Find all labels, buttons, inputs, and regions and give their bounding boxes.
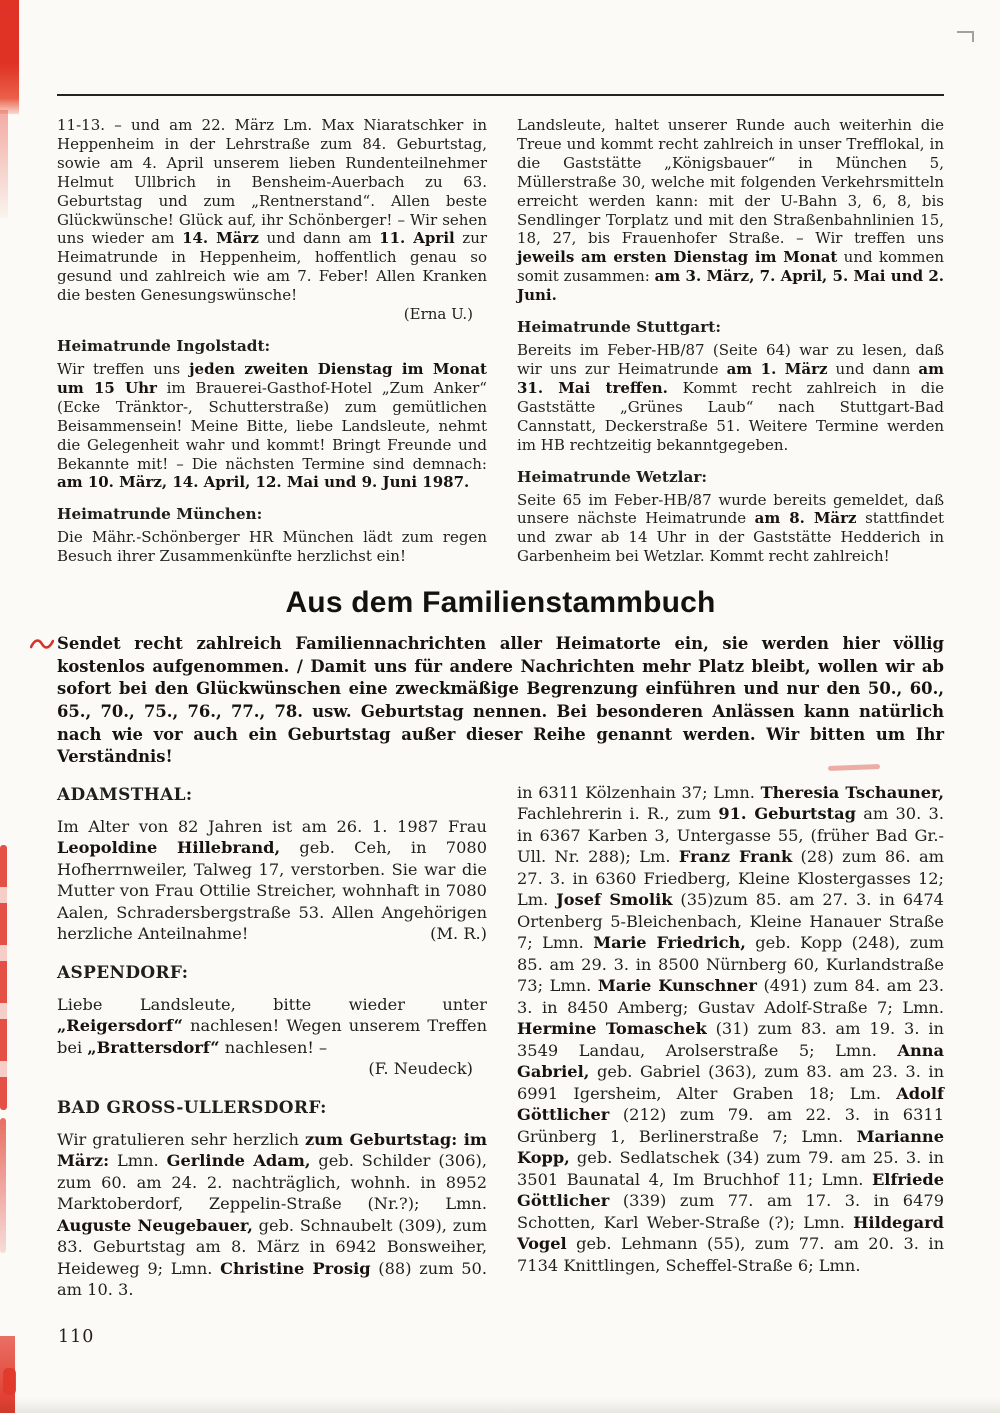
section-heading: Heimatrunde Stuttgart:: [517, 318, 721, 337]
paragraph: Bereits im Feber-HB/87 (Seite 64) war zu lesen, daß wir uns zur Heimatrunde am 1. März und dann am 31. Mai treffen. Kommt recht zahlreich in die Gaststätte „Grünes Laub“ nach Stuttgart-Bad Cannstatt, Deckerstraße 51. Weitere Termine werden im HB rechtzeitig bekanntgegeben.: [517, 341, 945, 454]
section-heading: Heimatrunde Ingolstadt:: [57, 336, 271, 355]
signature: (F. Neudeck): [368, 1059, 473, 1079]
signature: (Erna U.): [403, 305, 473, 324]
red-scan-mark-top-left: [0, 0, 19, 114]
page-content: [57, 0, 944, 1347]
red-smudge-mark: [828, 764, 880, 771]
paragraph: 11-13. – und am 22. März Lm. Max Niaratschker in Heppenheim in der Lehrstraße zum 84. Geburtstag, sowie am 4. April unserem lieben Rundenteilnehmer Helmut Ullbrich in Bensheim-Auerbach zu 63. Geburtstag und zum „Rentnerstand“. Allen beste Glückwünsche! Glück auf, ihr Schönberger! – Wir sehen uns wieder am 14. März und dann am 11. April zur Heimatrunde in Heppenheim, hoffentlich genau so gesund und zahlreich wie am 7. Feber! Allen Kranken die besten Genesungswünsche!: [57, 116, 488, 305]
signature: (M. R.): [430, 924, 487, 944]
paragraph: Im Alter von 82 Jahren ist am 26. 1. 1987 Frau Leopoldine Hillebrand, geb. Ceh, in 7080 Hofherrnweiler, Talweg 17, verstorben. Sie war die Mutter von Frau Ottilie Streicher, wohnhaft in 7080 Aalen, Schradersbergstraße 53. Allen Angehörigen herzliche Anteilnahme! (M. R.): [57, 816, 487, 944]
intro-text: Sendet recht zahlreich Familiennachrichten aller Heimatorte ein, sie werden hier völlig kostenlos aufgenommen. / Damit uns für andere Nachrichten mehr Platz bleibt, wollen wir ab sofort bei den Glückwünschen eine zweckmäßige Begrenzung einführen und nur den 50., 60., 65., 70., 75., 76., 77., 78. usw. Geburtstag nennen. Bei besonderen Anlässen kann natürlich nach wie vor auch ein Geburtstag außer dieser Reihe genannt werden. Wir bitten um Ihr Verständnis!: [57, 634, 944, 767]
paragraph: Wir treffen uns jeden zweiten Dienstag im Monat um 15 Uhr im Brauerei-Gasthof-Hotel „Zum Anker“ (Ecke Tränktor-, Schutterstraße) zum gemütlichen Beisammensein! Meine Bitte, liebe Landsleute, nehmt die Gelegenheit wahr und kommt! Bringt Freunde und Bekannte mit! – Die nächsten Termine sind demnach: am 10. März, 14. April, 12. Mai und 9. Juni 1987.: [57, 359, 487, 492]
section-heading: ASPENDORF:: [57, 961, 189, 982]
section-headline: Aus dem Familienstammbuch: [285, 586, 716, 620]
page-number: 110: [58, 1326, 95, 1347]
section-heading: Heimatrunde Wetzlar:: [517, 467, 708, 486]
section-heading: Heimatrunde München:: [57, 505, 263, 524]
paragraph: Landsleute, haltet unserer Runde auch weiterhin die Treue und kommt recht zahlreich in unser Trefflokal, in die Gaststätte „Königsbauer“ in München 5, Müllerstraße 30, welche mit folgenden Verkehrsmitteln erreicht werden kann: mit der U-Bahn 3, 6, 8, bis Sendlinger Torplatz und mit den Straßenbahnlinien 15, 18, 27, bis Frauenhofer Straße. – Wir treffen uns jeweils am ersten Dienstag im Monat und kommen somit zusammen: am 3. März, 7. April, 5. Mai und 2. Juni.: [517, 116, 944, 305]
page-edge-shadow: [0, 1398, 1000, 1413]
red-scan-streak-left-lower: [0, 1118, 6, 1253]
red-pen-squiggle-icon: [30, 636, 54, 651]
paragraph: in 6311 Kölzenhain 37; Lmn. Theresia Tschauner, Fachlehrerin i. R., zum 91. Geburtstag am 30. 3. in 6367 Karben 3, Untergasse 55, (früher Bad Gr.-Ull. Nr. 288); Lm. Franz Frank (28) zum 86. am 27. 3. in 6360 Friedberg, Kleine Klostergasses 12; Lm. Josef Smolik (35)zum 85. am 27. 3. in 6474 Ortenberg 5-Bleichenbach, Kleine Hanauer Straße 7; Lmn. Marie Friedrich, geb. Kopp (248), zum 85. am 29. 3. in 8500 Nürnberg 60, Kurlandstraße 73; Lmn. Marie Kunschner (491) zum 84. am 23. 3. in 8450 Amberg; Gustav Adolf-Straße 7; Lmn. Hermine Tomaschek (31) zum 83. am 19. 3. in 3549 Landau, Arolserstraße 5; Lmn. Anna Gabriel, geb. Gabriel (363), zum 83. am 23. 3. in 6991 Igersheim, Alter Graben 18; Lm. Adolf Göttlicher (212) zum 79. am 22. 3. in 6311 Grünberg 1, Berlinerstraße 7; Lmn. Marianne Kopp, geb. Sedlatschek (34) zum 79. am 25. 3. in 3501 Baunatal 4, Im Bruchhof 11; Lmn. Elfriede Göttlicher (339) zum 77. am 17. 3. in 6479 Schotten, Karl Weber-Straße (?); Lmn. Hildegard Vogel geb. Lehmann (55), zum 77. am 20. 3. in 7134 Knittlingen, Scheffel-Straße 6; Lmn.: [517, 782, 945, 1275]
community-news-section: [57, 116, 944, 566]
paragraph: Seite 65 im Feber-HB/87 wurde bereits gemeldet, daß unsere nächste Heimatrunde am 8. März stattfindet und zwar ab 14 Uhr in der Gaststätte Hedderich in Garbenheim bei Wetzlar. Kommt recht zahlreich!: [517, 490, 944, 566]
red-scan-mark-fade: [0, 110, 8, 218]
family-register-section: [57, 782, 944, 1301]
section-heading: ADAMSTHAL:: [57, 783, 193, 804]
red-scan-mark-bottom-left: [0, 1336, 15, 1413]
top-left-column: [57, 116, 487, 566]
red-scan-blob-bottom-left: [3, 1368, 16, 1395]
paragraph: Wir gratulieren sehr herzlich zum Geburtstag: im März: Lmn. Gerlinde Adam, geb. Schilder (306), zum 60. am 24. 2. nachträglich, wohnh. in 8952 Marktoberdorf, Zeppelin-Straße (Nr.?); Lmn. Auguste Neugebauer, geb. Schnaubelt (309), zum 83. Geburtstag am 8. März in 6942 Bonsweiher, Heideweg 9; Lmn. Christine Prosig (88) zum 50. am 10. 3.: [57, 1129, 487, 1300]
red-scan-streak-left: [0, 845, 7, 1110]
top-right-column: [517, 116, 944, 566]
paragraph: Liebe Landsleute, bitte wieder unter „Reigersdorf“ nachlesen! Wegen unserem Treffen bei „Brattersdorf“ nachlesen! –: [57, 994, 487, 1057]
bottom-left-column: [57, 782, 487, 1301]
section-heading: BAD GROSS-ULLERSDORF:: [57, 1096, 327, 1117]
bottom-right-column: [517, 782, 944, 1277]
gray-scan-speck-top-right: [957, 31, 974, 42]
paragraph: Die Mähr.-Schönberger HR München lädt zum regen Besuch ihrer Zusammenkünfte herzlichst ein!: [57, 528, 487, 566]
intro-paragraph: [57, 633, 944, 769]
